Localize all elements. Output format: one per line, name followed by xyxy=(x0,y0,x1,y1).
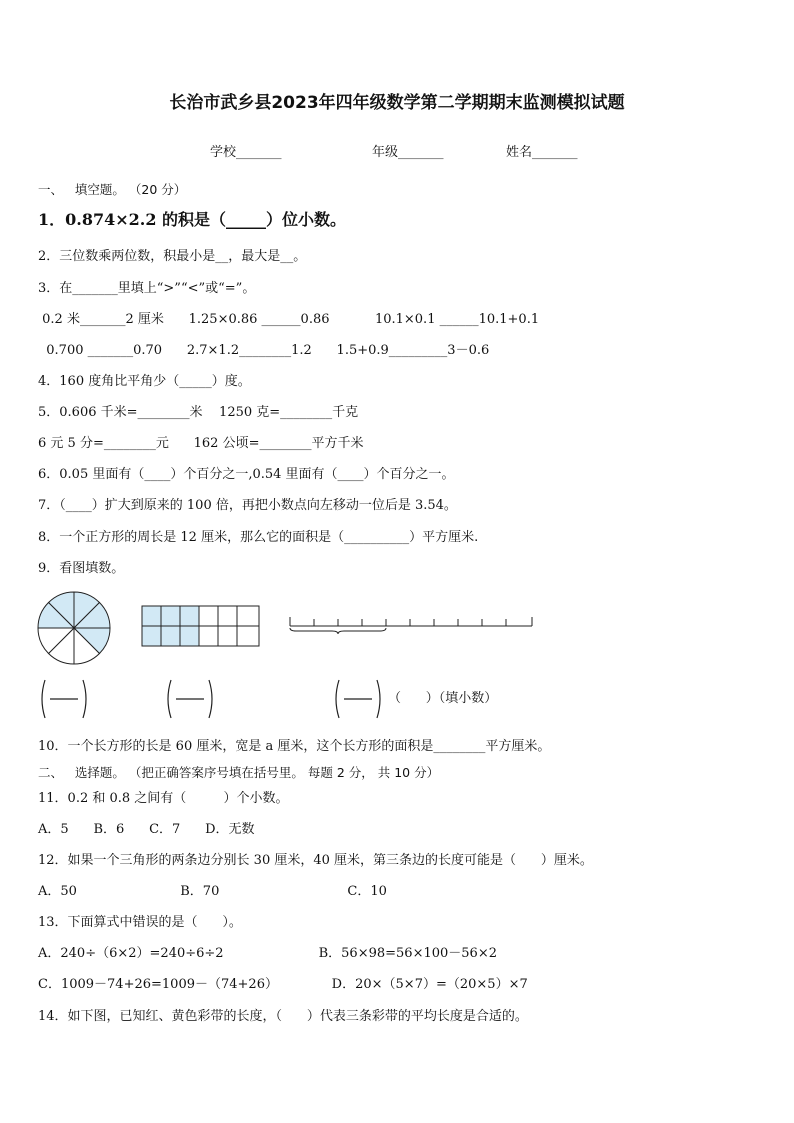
question-8: 8．一个正方形的周长是 12 厘米，那么它的面积是（__________）平方厘米. xyxy=(38,530,479,545)
question-1: 1．0.874×2.2 的积是（_____）位小数。 xyxy=(38,210,347,229)
question-10: 10．一个长方形的长是 60 厘米，宽是 a 厘米，这个长方形的面积是________平方厘米。 xyxy=(38,739,551,754)
question-13-options-row-1: A．240÷（6×2）=240÷6÷2 B．56×98=56×100－56×2 xyxy=(38,946,497,961)
question-7: 7．（____）扩大到原来的 100 倍，再把小数点向左移动一位后是 3.54。 xyxy=(38,498,457,513)
grade-field[interactable]: 年级_______ xyxy=(372,145,444,160)
question-9: 9．看图填数。 xyxy=(38,561,125,576)
question-13: 13．下面算式中错误的是（ ）。 xyxy=(38,915,242,930)
question-5-row-2: 6 元 5 分=________元 162 公顷=________平方千米 xyxy=(38,436,364,451)
question-11-options: A．5 B．6 C．7 D．无数 xyxy=(38,822,255,837)
question-3-row-1: 0.2 米_______2 厘米 1.25×0.86 ______0.86 10.1×0.1 ______10.1+0.1 xyxy=(38,312,540,327)
fraction-blank-2[interactable] xyxy=(164,678,216,720)
section-fill-blank-heading: 一、 填空题。 （20 分） xyxy=(38,182,187,197)
question-2: 2．三位数乘两位数，积最小是__，最大是__。 xyxy=(38,249,307,264)
decimal-blank-note[interactable]: （ ）（填小数） xyxy=(388,691,498,706)
page-title: 长治市武乡县2023年四年级数学第二学期期末监测模拟试题 xyxy=(169,93,625,113)
name-field[interactable]: 姓名_______ xyxy=(506,145,578,160)
question-5-row-1: 5．0.606 千米=________米 1250 克=________千克 xyxy=(38,405,359,420)
question-12: 12．如果一个三角形的两条边分别长 30 厘米，40 厘米，第三条边的长度可能是（ ）厘米。 xyxy=(38,853,593,868)
question-13-options-row-2: C．1009－74+26=1009－（74+26） D．20×（5×7）=（20×5）×7 xyxy=(38,977,528,992)
question-11: 11．0.2 和 0.8 之间有（ ）个小数。 xyxy=(38,791,289,806)
question-12-options: A．50 B．70 C．10 xyxy=(38,884,387,899)
school-field[interactable]: 学校_______ xyxy=(210,145,282,160)
fraction-blank-1[interactable] xyxy=(38,678,90,720)
section-choice-heading: 二、 选择题。 （把正确答案序号填在括号里。 每题 2 分， 共 10 分） xyxy=(38,765,440,780)
number-line-figure xyxy=(288,612,538,638)
circle-eighths-figure xyxy=(36,590,112,666)
fraction-blank-3[interactable] xyxy=(332,678,384,720)
question-3-row-2: 0.700 _______0.70 2.7×1.2________1.2 1.5+0.9_________3－0.6 xyxy=(38,343,490,358)
question-3: 3．在_______里填上“>”“<”或“=”。 xyxy=(38,281,256,296)
grid-tenths-figure xyxy=(141,605,261,647)
question-14: 14．如下图，已知红、黄色彩带的长度，（ ）代表三条彩带的平均长度是合适的。 xyxy=(38,1009,528,1024)
question-4: 4．160 度角比平角少（_____）度。 xyxy=(38,374,251,389)
question-6: 6．0.05 里面有（____）个百分之一,0.54 里面有（____）个百分之一。 xyxy=(38,467,455,482)
